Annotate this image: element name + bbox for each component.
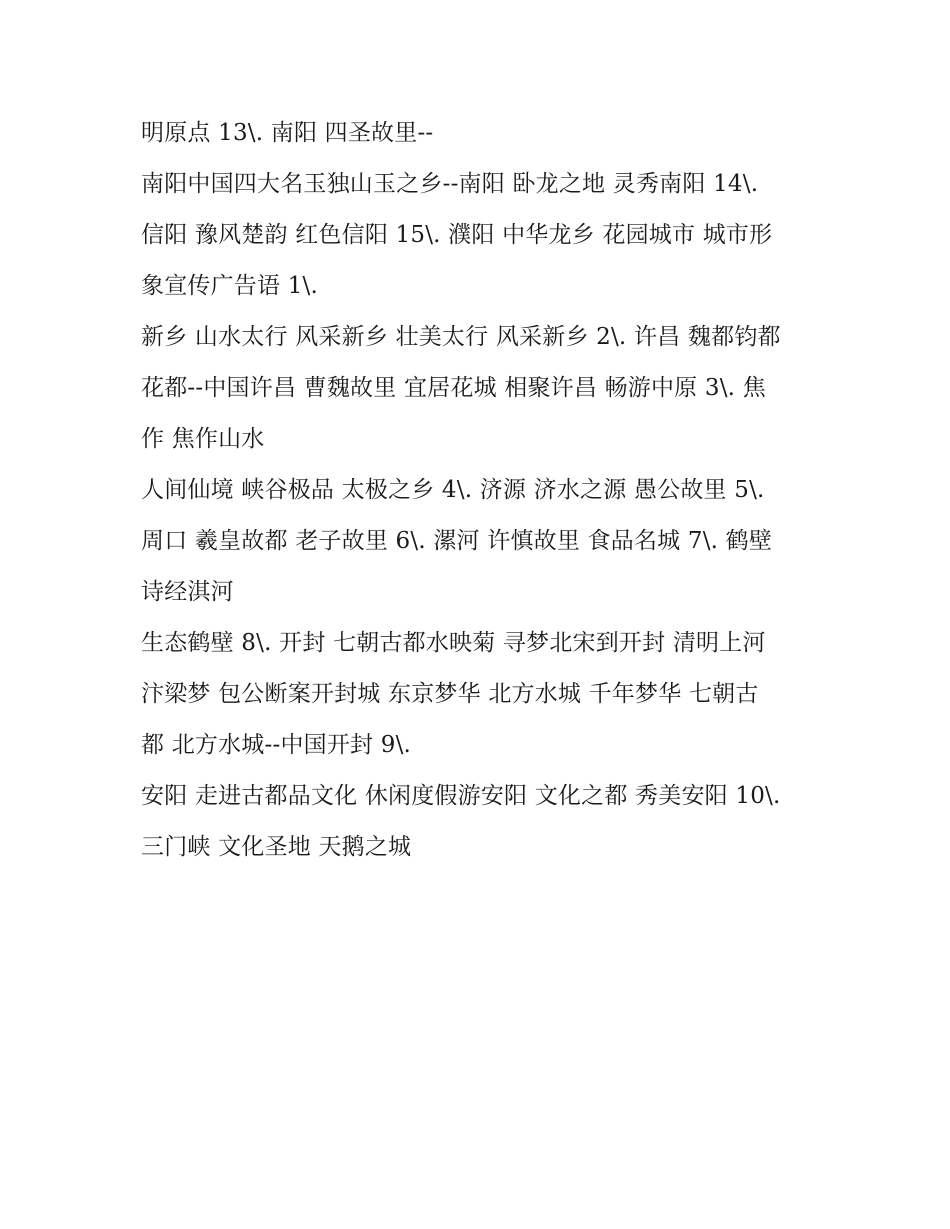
text-line: 花都--中国许昌 曹魏故里 宜居花城 相聚许昌 畅游中原 3\. 焦 [141,375,766,401]
text-line: 周口 羲皇故都 老子故里 6\. 漯河 许慎故里 食品名城 7\. 鹤壁 [141,528,773,554]
text-line: 三门峡 文化圣地 天鹅之城 [141,834,412,860]
text-line: 明原点 13\. 南阳 四圣故里-- [141,120,434,146]
text-line: 安阳 走进古都品文化 休闲度假游安阳 文化之都 秀美安阳 10\. [141,783,781,809]
text-line: 生态鹤壁 8\. 开封 七朝古都水映菊 寻梦北宋到开封 清明上河 [141,630,766,656]
text-line: 汴梁梦 包公断案开封城 东京梦华 北方水城 千年梦华 七朝古 [141,681,759,707]
text-line: 作 焦作山水 [141,426,265,452]
text-line: 人间仙境 峡谷极品 太极之乡 4\. 济源 济水之源 愚公故里 5\. [141,477,765,503]
text-line: 新乡 山水太行 风采新乡 壮美太行 风采新乡 2\. 许昌 魏都钧都 [141,324,781,350]
text-line: 诗经淇河 [141,579,234,605]
text-line: 象宣传广告语 1\. [141,273,319,299]
document-text [141,108,841,873]
text-line: 都 北方水城--中国开封 9\. [141,732,412,758]
text-line: 南阳中国四大名玉独山玉之乡--南阳 卧龙之地 灵秀南阳 14\. [141,171,759,197]
text-line: 信阳 豫风楚韵 红色信阳 15\. 濮阳 中华龙乡 花园城市 城市形 [141,222,773,248]
